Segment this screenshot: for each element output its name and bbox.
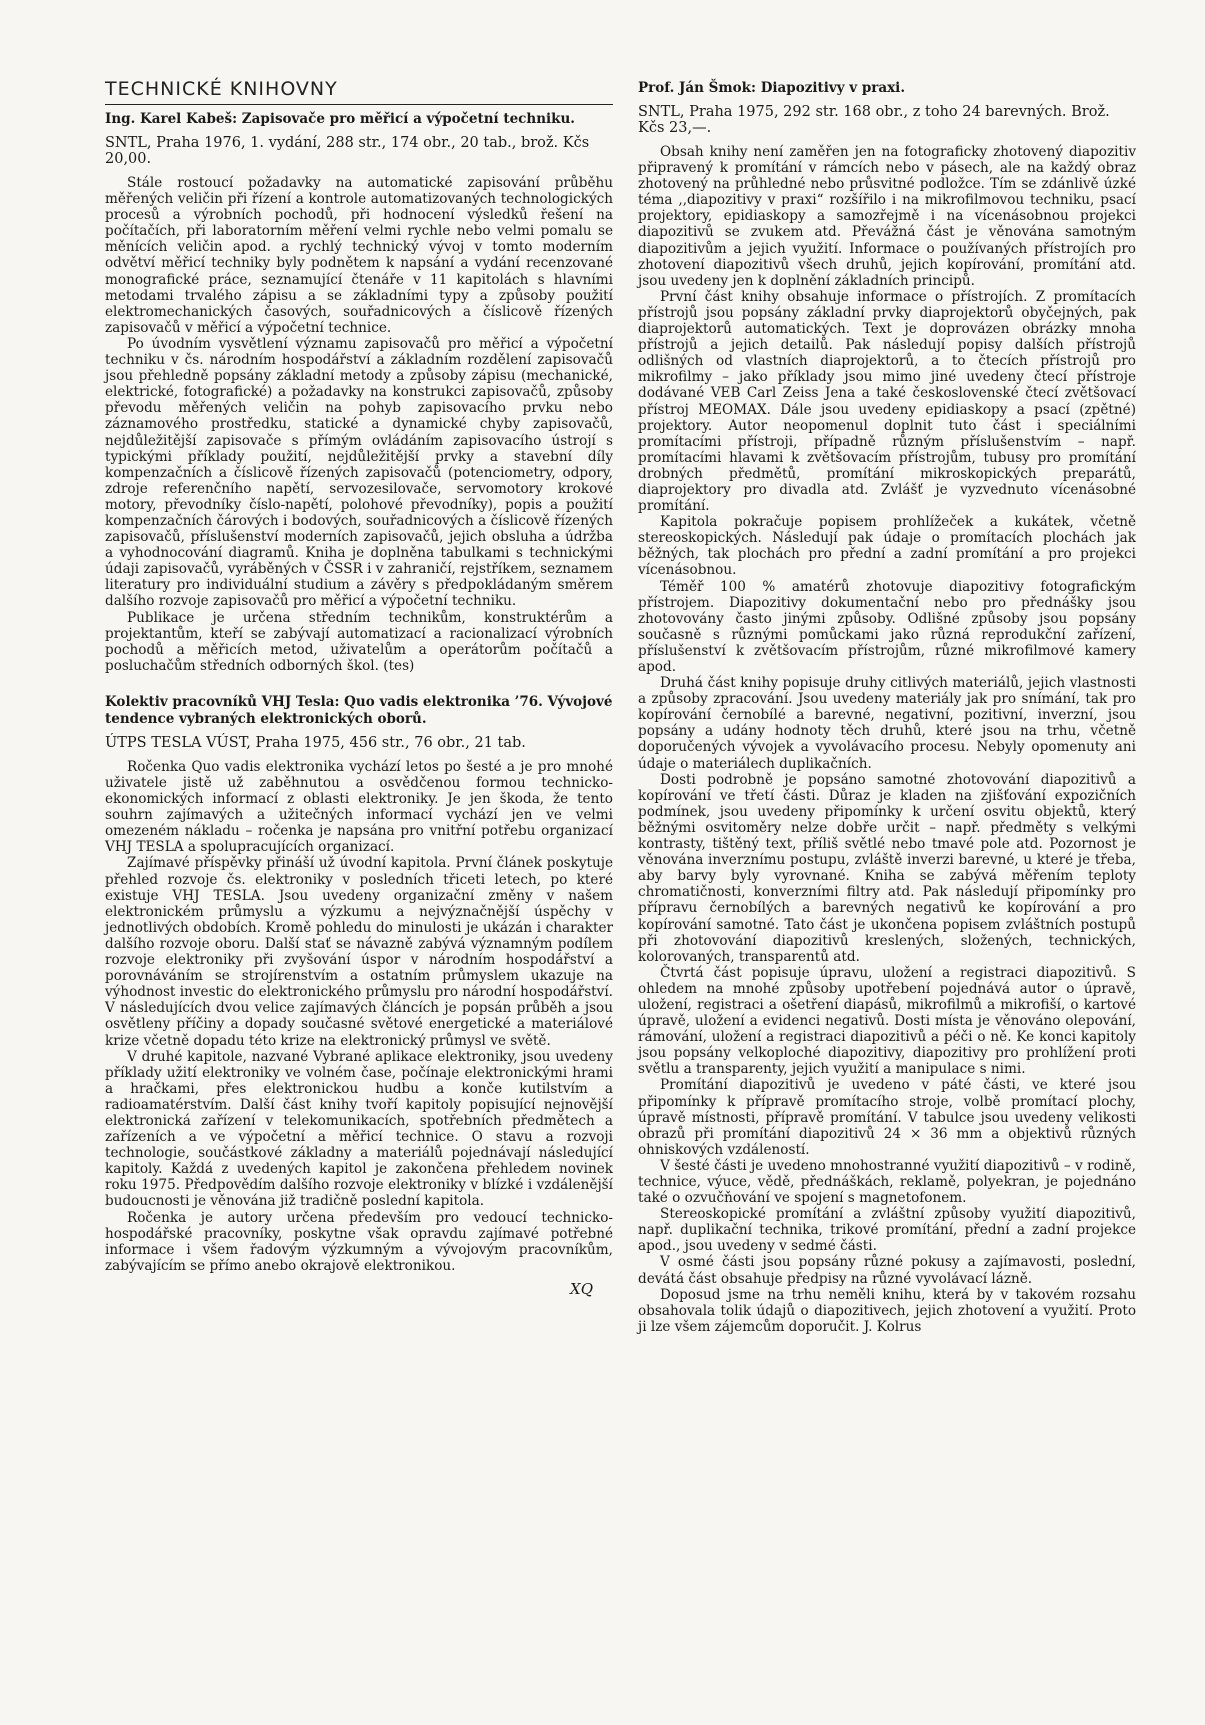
reviewer-signature: XQ bbox=[570, 1279, 593, 1298]
paragraph: Čtvrtá část popisuje úpravu, uložení a registraci diapozitivů. S ohledem na mnohé způsoby upotřebení pojednává autor o úpravě, uložení, registraci a ošetření diapásů, mikrofilmů a mikrofiší, o kartové úpravě, uložení a evidenci negativů. Dosti místa je věnováno olepování, rámování, uložení a registraci diapozitivů a péči o ně. Ke konci kapitoly jsou popsány velkoploché diapozitivy, diapozitivy pro prohlížení proti světlu a transparenty, jejich využití a manipulace s nimi. bbox=[638, 964, 1136, 1078]
review-heading: Kolektiv pracovníků VHJ Tesla: Quo vadis elektronika ’76. Vývojové tendence vybraných elektronických oborů. bbox=[105, 693, 613, 727]
right-column bbox=[638, 78, 1136, 1335]
paragraph: Zajímavé příspěvky přináší už úvodní kapitola. První článek poskytuje přehled rozvoje čs. elektroniky v posledních třiceti letech, po které existuje VHJ TESLA. Jsou uvedeny organizační změny v našem elektronickém průmyslu a výzkumu a nejvýznačnější úspěchy v jednotlivých obdobích. Kromě pohledu do minulosti je ukázán i charakter dalšího rozvoje oboru. Další stať se návazně zabývá významným podílem rozvoje elektroniky při zvyšování úspor v národním hospodářství a porovnáváním se strojírenstvím a ostatním průmyslem ukazuje na výhodnost investic do elektronického průmyslu pro národní hospodářství. V následujících dvou velice zajímavých článcích je popsán průběh a jsou osvětleny příčiny a dopady současné světové energetické a materiálové krize včetně dopadu této krize na elektronický průmysl ve světě. bbox=[105, 855, 613, 1049]
paragraph: Obsah knihy není zaměřen jen na fotograficky zhotovený diapozitiv připravený k promítání v rámcích nebo v pásech, ale na každý obraz zhotovený na průhledné nebo průsvitné podložce. Tím se zdánlivě úzké téma ,,diapozitivy v praxi“ rozšířilo i na mikrofilmovou techniku, psací projektory, epidiaskopy a samozřejmě i na vícenásobnou projekci diapozitivů se zvukem atd. Převážná část je věnována samotným diapozitivům a jejich využití. Informace o používaných přístrojích pro zhotovení diapozitivů všech druhů, jejich kopírování, promítání atd. jsou uvedeny jen k doplnění základních principů. bbox=[638, 144, 1136, 289]
paragraph: Téměř 100 % amatérů zhotovuje diapozitivy fotografickým přístrojem. Diapozitivy dokumentační nebo pro přednášky jsou zhotovovány často jinými způsoby. Odlišné způsoby jsou popsány současně s různými pomůckami jako různá reprodukční zařízení, příslušenství k zvětšovacím přístrojům, různé mikrofilmové kamery apod. bbox=[638, 578, 1136, 675]
publication-info: SNTL, Praha 1975, 292 str. 168 obr., z toho 24 barevných. Brož. Kčs 23,—. bbox=[638, 104, 1110, 136]
paragraph: V osmé části jsou popsány různé pokusy a zajímavosti, poslední, devátá část obsahuje předpisy na různé vyvolávací lázně. bbox=[638, 1254, 1136, 1287]
paragraph: V šesté části je uvedeno mnohostranné využití diapozitivů – v rodině, technice, výuce, vědě, přednáškách, reklamě, polyekran, je pojednáno také o ozvučňování ve spojení s magnetofonem. bbox=[638, 1157, 1136, 1207]
paragraph: Ročenka je autory určena především pro vedoucí technicko-hospodářské pracovníky, poskytne však opravdu zajímavé potřebné informace i všem řadovým výzkumným a vývojovým pracovníkům, zabývajícím se přímo anebo okrajově elektronikou. bbox=[105, 1209, 613, 1274]
paragraph: Dosti podrobně je popsáno samotné zhotovování diapozitivů a kopírování ve třetí části. Důraz je kladen na zjišťování expozičních podmínek, jsou uvedeny připomínky k určení osvitu objektů, který běžnými osvitoměry nelze dobře určit – např. předměty s velkými kontrasty, tištěný text, příliš světlé nebo tmavé pole atd. Pozornost je věnována inverznímu postupu, zvláště inverzi barevné, u které je třeba, aby barvy byly vyrovnané. Kniha se zabývá měřením teploty chromatičnosti, konverzními filtry atd. Pak následují připomínky pro přípravu černobílých a barevných negativů ke kopírování a pro kopírování samotné. Tato část je ukončena popisem zvláštních postupů při zhotovování diapozitivů kreslených, složených, technických, kolorovaných, transparentů atd. bbox=[638, 771, 1136, 965]
paragraph: Publikace je určena středním technikům, konstruktérům a projektantům, kteří se zabývají automatizací a racionalizací výrobních pochodů a měřicích metod, uživatelům a operátorům počítačů a posluchačům středních odborných škol. (tes) bbox=[105, 609, 613, 674]
paragraph: Stereoskopické promítání a zvláštní způsoby využití diapozitivů, např. duplikační technika, trikové promítání, přední a zadní projekce apod., jsou uvedeny v sedmé části. bbox=[638, 1206, 1136, 1255]
publication-info: SNTL, Praha 1976, 1. vydání, 288 str., 174 obr., 20 tab., brož. Kčs 20,00. bbox=[105, 135, 590, 167]
paragraph: V druhé kapitole, nazvané Vybrané aplikace elektroniky, jsou uvedeny příklady užití elektroniky ve volném čase, počínaje elektronickými hrami a hračkami, přes elektronickou hudbu a konče kutilstvím a radioamatérstvím. Další část knihy tvoří kapitoly popisující nejnovější elektronická zařízení v telekomunikacích, spotřebních předmětech a zařízeních a ve výpočetní a měřicí technice. O stavu a rozvoji technologie, součástkové základny a materiálů pojednávají následující kapitoly. Každá z uvedených kapitol je zakončena přehledem novinek roku 1975. Předpovědím dalšího rozvoje elektroniky v blízké i vzdálenější budoucnosti je věnována již tradičně poslední kapitola. bbox=[105, 1048, 613, 1210]
review-quo-vadis bbox=[105, 694, 613, 1298]
paragraph: Kapitola pokračuje popisem prohlížeček a kukátek, včetně stereoskopických. Následují pak údaje o promítacích plochách jak běžných, tak plochách pro přední a zadní promítání a pro projekci vícenásobnou. bbox=[638, 514, 1136, 579]
review-heading: Prof. Ján Šmok: Diapozitivy v praxi. bbox=[638, 80, 906, 96]
paragraph: Po úvodním vysvětlení významu zapisovačů pro měřicí a výpočetní techniku v čs. národním hospodářství a základním rozdělení zapisovačů jsou přehledně popsány základní metody a způsoby zápisu (mechanické, elektrické, fotografické) a požadavky na konstrukci zapisovačů, způsoby převodu měřených veličin na pohyb zapisovacího prvku nebo záznamového prostředku, statické a dynamické chyby zapisovačů, nejdůležitější zapisovače s přímým ovládáním zapisovacího ústrojí s typickými příklady použití, nejdůležitější prvky a stavební díly kompenzačních a číslicově řízených zapisovačů (potenciometry, odpory, zdroje referenčního napětí, servozesilovače, servomotory krokové motory, převodníky číslo-napětí, polohové převodníky), popis a použití kompenzačních čárových i bodových, souřadnicových a číslicově řízených zapisovačů, příslušenství moderních zapisovačů, jejich obsluha a údržba a vyhodnocování diagramů. Kniha je doplněna tabulkami s technickými údaji zapisovačů, vyráběných v ČSSR i v zahraničí, rejstříkem, seznamem literatury pro individuální studium a závěry s předpokládaným směrem dalšího rozvoje zapisovačů pro měřicí a výpočetní techniku. bbox=[105, 335, 613, 610]
paragraph: Ročenka Quo vadis elektronika vychází letos po šesté a je pro mnohé uživatele jistě už zaběhnutou a osvědčenou formou technicko-ekonomických informací z oblasti elektroniky. Je jen škoda, že tento souhrn zajímavých a užitečných informací vychází jen ve velmi omezeném nákladu – ročenka je napsána pro vnitřní potřebu organizací VHJ TESLA a spolupracujících organizací. bbox=[105, 758, 613, 856]
review-smok bbox=[638, 80, 1136, 1335]
paragraph: Doposud jsme na trhu neměli knihu, která by v takovém rozsahu obsahovala tolik údajů o diapozitivech, jejich zhotovení a využití. Proto ji lze všem zájemcům doporučit. J. Kolrus bbox=[638, 1286, 1136, 1335]
paragraph: Promítání diapozitivů je uvedeno v páté části, ve které jsou připomínky k přípravě promítacího stroje, volbě promítací plochy, úpravě místnosti, přípravě promítání. V tabulce jsou uvedeny velikosti obrazů při promítání diapozitivů 24 × 36 mm a objektivů různých ohniskových vzdáleností. bbox=[638, 1077, 1136, 1158]
paragraph: Druhá část knihy popisuje druhy citlivých materiálů, jejich vlastnosti a způsoby zpracování. Jsou uvedeny materiály jak pro snímání, tak pro kopírování černobílé a barevné, negativní, pozitivní, inverzní, jsou popsány a udány hodnoty těch druhů, které jsou na trhu, včetně doporučených vývojek a vyvolávacího procesu. Nebyly opomenuty ani údaje o materiálech duplikačních. bbox=[638, 675, 1136, 772]
paragraph: První část knihy obsahuje informace o přístrojích. Z promítacích přístrojů jsou popsány základní prvky diaprojektorů obyčejných, pak diaprojektorů automatických. Text je doprovázen obrázky mnoha přístrojů a jejich detailů. Pak následují popisy dalších přístrojů odlišných od vlastních diaprojektorů, a to čtecích přístrojů pro mikrofilmy – jako příklady jsou mimo jiné uvedeny čtecí přístroje dodávané VEB Carl Zeiss Jena a také československé čtecí zvětšovací přístroj MEOMAX. Dále jsou uvedeny epidiaskopy a psací (zpětné) projektory. Autor neopomenul doplnit tuto část i speciálními promítacími přístroji, případně různým příslušenstvím – např. promítacími hlavami k zvětšovacím přístrojům, tubusy pro promítání drobných předmětů, promítání mikroskopických preparátů, diaprojektory pro divadla atd. Zvlášť je vyzvednuto vícenásobné promítání. bbox=[638, 288, 1136, 515]
publication-info: ÚTPS TESLA VÚST, Praha 1975, 456 str., 76 obr., 21 tab. bbox=[105, 734, 526, 751]
section-title: TECHNICKÉ KNIHOVNY bbox=[105, 78, 613, 105]
review-heading: Ing. Karel Kabeš: Zapisovače pro měřicí a výpočetní techniku. bbox=[105, 111, 576, 127]
review-kabes bbox=[105, 111, 613, 674]
left-column bbox=[105, 78, 613, 1298]
paragraph: Stále rostoucí požadavky na automatické zapisování průběhu měřených veličin při řízení a kontrole automatizovaných technologických procesů a výrobních pochodů, při hodnocení výsledků řešení na počítačích, při laboratorním měření velmi rychle nebo velmi pomalu se měnících veličin apod. a rychlý technický vývoj v tomto moderním odvětví měřicí techniky byly podnětem k napsání a vydání recenzované monografické práce, seznamující čtenáře v 11 kapitolách s hlavními metodami trvalého zápisu a se základními typy a způsoby použití elektromechanických časových, souřadnicových a číslicově řízených zapisovačů v měřicí a výpočetní technice. bbox=[105, 175, 613, 336]
